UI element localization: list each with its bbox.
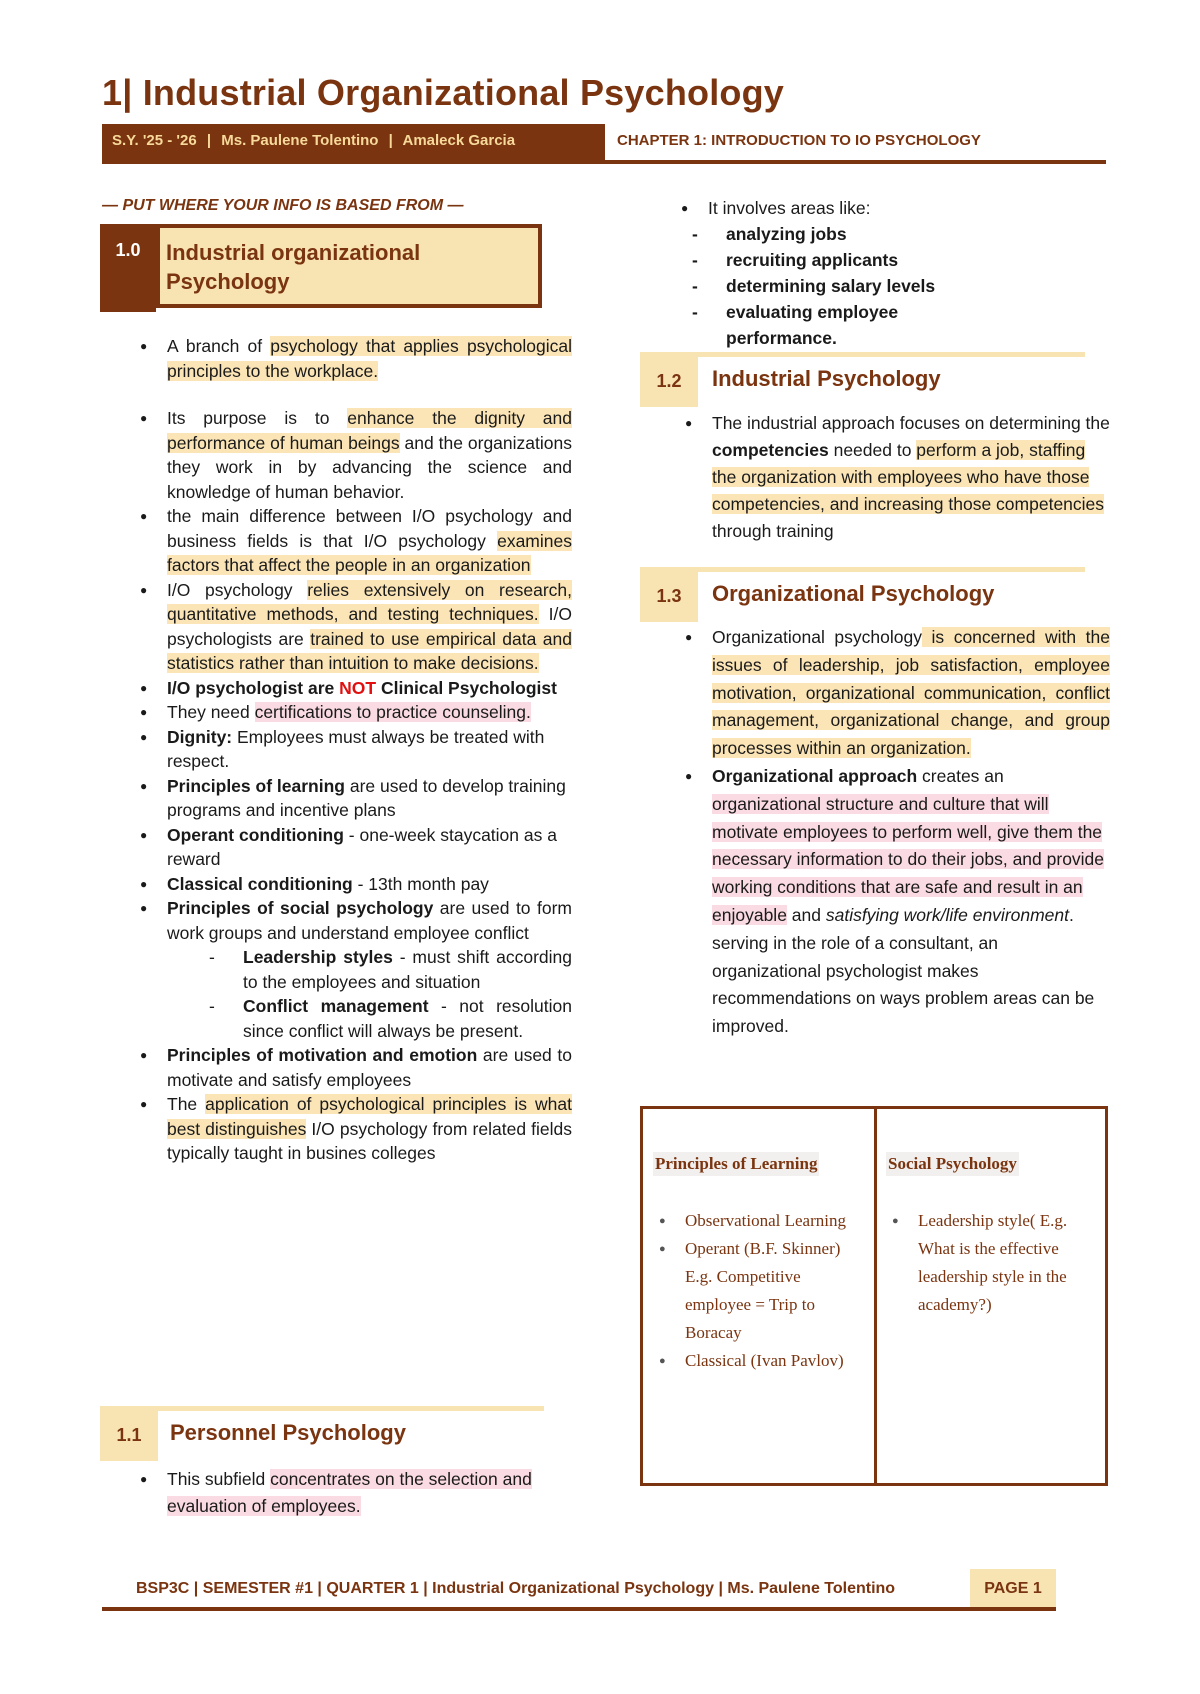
principles-table bbox=[640, 1106, 1108, 1486]
social-list bbox=[876, 1207, 1101, 1319]
list-item: ● The application of psychological principles is what best distinguishes I/O psychology from related fields typically taught in busines colleges bbox=[135, 1092, 572, 1166]
footer-rule bbox=[102, 1607, 1056, 1611]
table-header-learning: Principles of Learning bbox=[653, 1152, 819, 1176]
section-number: 1.0 bbox=[100, 224, 156, 312]
section-1-3-list bbox=[680, 624, 1110, 1041]
section-1-0-list bbox=[135, 334, 572, 1166]
areas-list bbox=[686, 221, 986, 351]
footer-info: BSP3C | SEMESTER #1 | QUARTER 1 | Industrial Organizational Psychology | Ms. Paulene Tolentino bbox=[136, 1580, 896, 1597]
list-item: ● I/O psychologist are NOT Clinical Psychologist bbox=[135, 676, 572, 701]
section-title-line: Industrial organizational bbox=[166, 240, 421, 265]
header-rule bbox=[102, 160, 1106, 164]
separator: | bbox=[206, 132, 212, 149]
areas-intro-list bbox=[676, 195, 1106, 221]
section-number: 1.1 bbox=[100, 1411, 158, 1461]
teacher-name: Ms. Paulene Tolentino bbox=[221, 132, 379, 149]
section-number: 1.3 bbox=[640, 572, 698, 622]
page-title: 1| Industrial Organizational Psychology bbox=[102, 72, 785, 113]
author-name: Amaleck Garcia bbox=[402, 132, 516, 149]
area-item: - analyzing jobs bbox=[686, 221, 986, 247]
sub-list-item: - Conflict management - not resolution since conflict will always be present. bbox=[203, 994, 572, 1043]
list-item: ● I/O psychology relies extensively on research, quantitative methods, and testing techniques. I/O psychologists are trained to use empirical data and statistics rather than intuition to make decisions. bbox=[135, 578, 572, 676]
list-item: ● It involves areas like: bbox=[676, 195, 1106, 221]
table-list-item: ● Leadership style( E.g. What is the effective leadership style in the academy?) bbox=[876, 1207, 1101, 1319]
list-item: ● Dignity: Employees must always be treated with respect. bbox=[135, 725, 572, 774]
section-title-line: Psychology bbox=[166, 269, 290, 294]
list-item: ● the main difference between I/O psychology and business fields is that I/O psychology examines factors that affect the people in an organization bbox=[135, 504, 572, 578]
section-1-0-header bbox=[100, 224, 544, 312]
section-rule bbox=[640, 567, 1085, 572]
section-title bbox=[156, 224, 542, 308]
list-item: ● A branch of psychology that applies psychological principles to the workplace. bbox=[135, 334, 572, 383]
list-item: ● This subfield concentrates on the selection and evaluation of employees. bbox=[135, 1466, 572, 1520]
section-rule bbox=[100, 1406, 544, 1411]
sub-list bbox=[203, 945, 572, 1043]
header-info-bar bbox=[102, 124, 605, 164]
section-title: Personnel Psychology bbox=[170, 1420, 406, 1445]
list-item: ● Its purpose is to enhance the dignity and performance of human beings and the organizations they work in by advancing the science and knowledge of human behavior. bbox=[135, 406, 572, 504]
table-list-item: ● Operant (B.F. Skinner) E.g. Competitive employee = Trip to Boracay bbox=[643, 1235, 868, 1347]
section-rule bbox=[640, 352, 1085, 357]
table-list-item: ● Classical (Ivan Pavlov) bbox=[643, 1347, 868, 1375]
school-year: S.Y. '25 - '26 bbox=[112, 132, 197, 149]
list-item: ● The industrial approach focuses on determining the competencies needed to perform a job, staffing the organization with employees who have those competencies, and increasing those competencies through training bbox=[680, 410, 1110, 545]
section-1-1-header bbox=[100, 1406, 544, 1462]
source-note: — PUT WHERE YOUR INFO IS BASED FROM — bbox=[102, 197, 464, 214]
list-item: ● Principles of motivation and emotion are used to motivate and satisfy employees bbox=[135, 1043, 572, 1092]
section-1-2-list bbox=[680, 410, 1110, 545]
learning-list bbox=[643, 1207, 868, 1375]
section-1-2-header bbox=[640, 352, 1085, 408]
section-title: Organizational Psychology bbox=[712, 581, 995, 606]
chapter-label: CHAPTER 1: INTRODUCTION TO IO PSYCHOLOGY bbox=[617, 132, 981, 149]
section-number: 1.2 bbox=[640, 357, 698, 407]
section-1-3-header bbox=[640, 567, 1085, 623]
list-item: ● They need certifications to practice counseling. bbox=[135, 700, 572, 725]
page-number: PAGE 1 bbox=[970, 1569, 1056, 1609]
area-item: - recruiting applicants bbox=[686, 247, 986, 273]
list-item: ● Principles of social psychology are used to form work groups and understand employee conflict - Leadership styles - must shift according to the employees and situation - Conflict management - not resolution since conflict will always be present. bbox=[135, 896, 572, 1043]
section-1-1-list bbox=[135, 1466, 572, 1520]
table-header-social: Social Psychology bbox=[886, 1152, 1019, 1176]
area-item: - determining salary levels bbox=[686, 273, 986, 299]
list-item: ● Classical conditioning - 13th month pay bbox=[135, 872, 572, 897]
list-item: ● Organizational approach creates an organizational structure and culture that will motivate employees to perform well, give them the necessary information to do their jobs, and provide working conditions that are safe and result in an enjoyable and satisfying work/life environment. serving in the role of a consultant, an organizational psychologist makes recommendations on ways problem areas can be improved. bbox=[680, 763, 1110, 1041]
list-item: ● Organizational psychology is concerned with the issues of leadership, job satisfaction, employee motivation, organizational communication, conflict management, organizational change, and group processes within an organization. bbox=[680, 624, 1110, 763]
area-item: - evaluating employee performance. bbox=[686, 299, 986, 351]
sub-list-item: - Leadership styles - must shift according to the employees and situation bbox=[203, 945, 572, 994]
table-list-item: ● Observational Learning bbox=[643, 1207, 868, 1235]
list-item: ● Operant conditioning - one-week staycation as a reward bbox=[135, 823, 572, 872]
separator: | bbox=[388, 132, 393, 149]
section-title: Industrial Psychology bbox=[712, 366, 941, 391]
list-item: ● Principles of learning are used to develop training programs and incentive plans bbox=[135, 774, 572, 823]
